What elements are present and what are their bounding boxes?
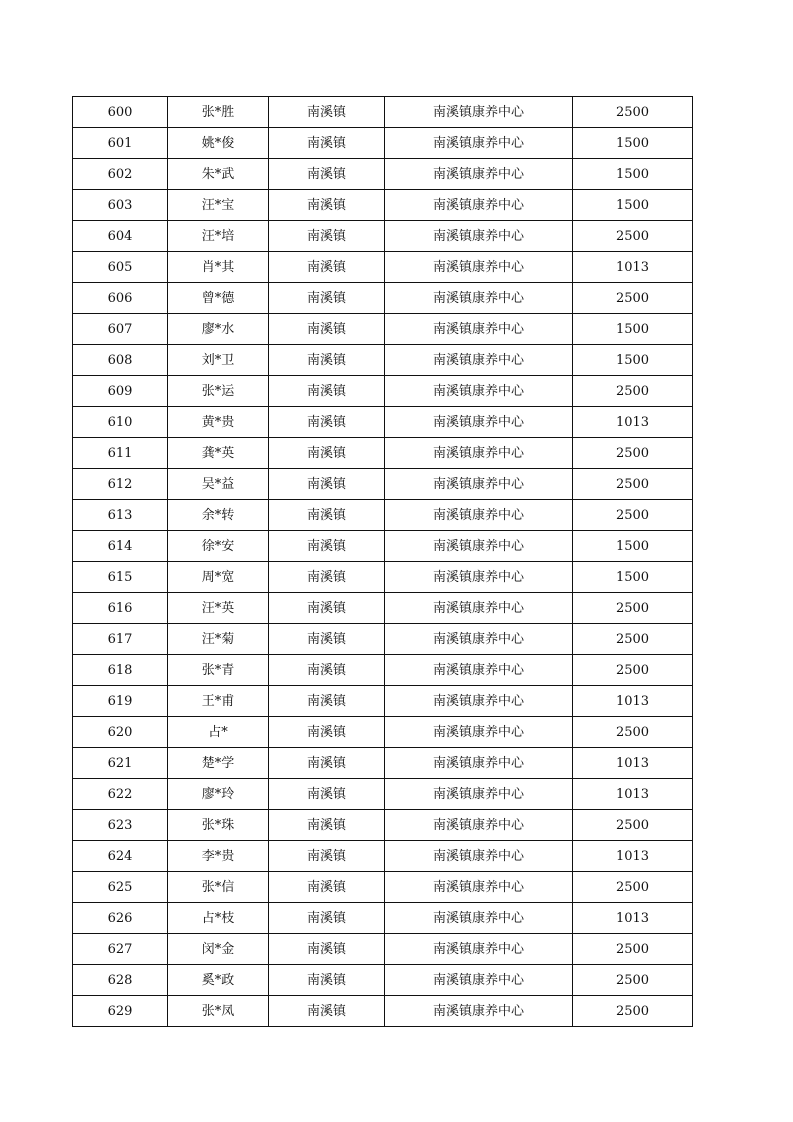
town-cell: 南溪镇 — [269, 748, 385, 779]
table-row — [73, 469, 693, 500]
name-cell: 廖*水 — [168, 314, 269, 345]
town-cell: 南溪镇 — [269, 500, 385, 531]
amount-cell: 1500 — [573, 128, 693, 159]
institution-cell: 南溪镇康养中心 — [385, 190, 573, 221]
town-cell: 南溪镇 — [269, 407, 385, 438]
institution-cell: 南溪镇康养中心 — [385, 345, 573, 376]
amount-cell: 2500 — [573, 624, 693, 655]
town-cell: 南溪镇 — [269, 655, 385, 686]
table-row — [73, 97, 693, 128]
amount-cell: 2500 — [573, 283, 693, 314]
row-number-cell: 608 — [73, 345, 168, 376]
recipient-table — [72, 96, 693, 1027]
name-cell: 张*凤 — [168, 996, 269, 1027]
table-row — [73, 934, 693, 965]
name-cell: 黄*贵 — [168, 407, 269, 438]
table-row — [73, 159, 693, 190]
town-cell: 南溪镇 — [269, 562, 385, 593]
name-cell: 占* — [168, 717, 269, 748]
amount-cell: 2500 — [573, 655, 693, 686]
institution-cell: 南溪镇康养中心 — [385, 810, 573, 841]
row-number-cell: 605 — [73, 252, 168, 283]
row-number-cell: 619 — [73, 686, 168, 717]
row-number-cell: 611 — [73, 438, 168, 469]
name-cell: 奚*政 — [168, 965, 269, 996]
amount-cell: 2500 — [573, 965, 693, 996]
name-cell: 汪*宝 — [168, 190, 269, 221]
row-number-cell: 627 — [73, 934, 168, 965]
name-cell: 刘*卫 — [168, 345, 269, 376]
town-cell: 南溪镇 — [269, 531, 385, 562]
name-cell: 姚*俊 — [168, 128, 269, 159]
institution-cell: 南溪镇康养中心 — [385, 965, 573, 996]
row-number-cell: 604 — [73, 221, 168, 252]
amount-cell: 1013 — [573, 252, 693, 283]
institution-cell: 南溪镇康养中心 — [385, 314, 573, 345]
row-number-cell: 624 — [73, 841, 168, 872]
row-number-cell: 625 — [73, 872, 168, 903]
amount-cell: 2500 — [573, 593, 693, 624]
institution-cell: 南溪镇康养中心 — [385, 97, 573, 128]
table-row — [73, 376, 693, 407]
institution-cell: 南溪镇康养中心 — [385, 872, 573, 903]
name-cell: 闵*金 — [168, 934, 269, 965]
table-row — [73, 345, 693, 376]
name-cell: 廖*玲 — [168, 779, 269, 810]
amount-cell: 2500 — [573, 376, 693, 407]
table-row — [73, 407, 693, 438]
institution-cell: 南溪镇康养中心 — [385, 655, 573, 686]
amount-cell: 1500 — [573, 345, 693, 376]
amount-cell: 2500 — [573, 717, 693, 748]
table-row — [73, 221, 693, 252]
institution-cell: 南溪镇康养中心 — [385, 531, 573, 562]
amount-cell: 1013 — [573, 779, 693, 810]
table-row — [73, 779, 693, 810]
institution-cell: 南溪镇康养中心 — [385, 717, 573, 748]
table-body — [73, 97, 693, 1027]
document-table-container — [72, 96, 693, 1027]
town-cell: 南溪镇 — [269, 221, 385, 252]
table-row — [73, 531, 693, 562]
row-number-cell: 614 — [73, 531, 168, 562]
town-cell: 南溪镇 — [269, 624, 385, 655]
institution-cell: 南溪镇康养中心 — [385, 562, 573, 593]
town-cell: 南溪镇 — [269, 810, 385, 841]
row-number-cell: 621 — [73, 748, 168, 779]
table-row — [73, 190, 693, 221]
town-cell: 南溪镇 — [269, 934, 385, 965]
table-row — [73, 283, 693, 314]
name-cell: 汪*培 — [168, 221, 269, 252]
row-number-cell: 601 — [73, 128, 168, 159]
town-cell: 南溪镇 — [269, 438, 385, 469]
town-cell: 南溪镇 — [269, 159, 385, 190]
institution-cell: 南溪镇康养中心 — [385, 841, 573, 872]
table-row — [73, 810, 693, 841]
table-row — [73, 624, 693, 655]
town-cell: 南溪镇 — [269, 717, 385, 748]
table-row — [73, 903, 693, 934]
town-cell: 南溪镇 — [269, 593, 385, 624]
table-row — [73, 717, 693, 748]
name-cell: 王*甫 — [168, 686, 269, 717]
row-number-cell: 602 — [73, 159, 168, 190]
row-number-cell: 610 — [73, 407, 168, 438]
town-cell: 南溪镇 — [269, 283, 385, 314]
name-cell: 龚*英 — [168, 438, 269, 469]
row-number-cell: 609 — [73, 376, 168, 407]
amount-cell: 1013 — [573, 686, 693, 717]
table-row — [73, 438, 693, 469]
amount-cell: 1013 — [573, 841, 693, 872]
name-cell: 徐*安 — [168, 531, 269, 562]
table-row — [73, 965, 693, 996]
institution-cell: 南溪镇康养中心 — [385, 221, 573, 252]
amount-cell: 1500 — [573, 531, 693, 562]
row-number-cell: 620 — [73, 717, 168, 748]
row-number-cell: 613 — [73, 500, 168, 531]
name-cell: 周*宽 — [168, 562, 269, 593]
amount-cell: 1500 — [573, 159, 693, 190]
row-number-cell: 628 — [73, 965, 168, 996]
row-number-cell: 616 — [73, 593, 168, 624]
institution-cell: 南溪镇康养中心 — [385, 376, 573, 407]
institution-cell: 南溪镇康养中心 — [385, 283, 573, 314]
table-row — [73, 841, 693, 872]
name-cell: 曾*德 — [168, 283, 269, 314]
name-cell: 张*珠 — [168, 810, 269, 841]
town-cell: 南溪镇 — [269, 376, 385, 407]
institution-cell: 南溪镇康养中心 — [385, 779, 573, 810]
amount-cell: 2500 — [573, 996, 693, 1027]
institution-cell: 南溪镇康养中心 — [385, 407, 573, 438]
name-cell: 肖*其 — [168, 252, 269, 283]
table-row — [73, 562, 693, 593]
institution-cell: 南溪镇康养中心 — [385, 624, 573, 655]
name-cell: 朱*武 — [168, 159, 269, 190]
name-cell: 张*信 — [168, 872, 269, 903]
institution-cell: 南溪镇康养中心 — [385, 159, 573, 190]
amount-cell: 1500 — [573, 190, 693, 221]
amount-cell: 1013 — [573, 407, 693, 438]
table-row — [73, 655, 693, 686]
name-cell: 占*枝 — [168, 903, 269, 934]
amount-cell: 2500 — [573, 810, 693, 841]
name-cell: 余*转 — [168, 500, 269, 531]
town-cell: 南溪镇 — [269, 903, 385, 934]
row-number-cell: 606 — [73, 283, 168, 314]
table-row — [73, 872, 693, 903]
amount-cell: 2500 — [573, 500, 693, 531]
town-cell: 南溪镇 — [269, 841, 385, 872]
row-number-cell: 626 — [73, 903, 168, 934]
institution-cell: 南溪镇康养中心 — [385, 686, 573, 717]
name-cell: 张*胜 — [168, 97, 269, 128]
name-cell: 张*运 — [168, 376, 269, 407]
institution-cell: 南溪镇康养中心 — [385, 934, 573, 965]
row-number-cell: 623 — [73, 810, 168, 841]
town-cell: 南溪镇 — [269, 686, 385, 717]
town-cell: 南溪镇 — [269, 779, 385, 810]
row-number-cell: 607 — [73, 314, 168, 345]
town-cell: 南溪镇 — [269, 190, 385, 221]
town-cell: 南溪镇 — [269, 97, 385, 128]
row-number-cell: 600 — [73, 97, 168, 128]
institution-cell: 南溪镇康养中心 — [385, 996, 573, 1027]
name-cell: 汪*英 — [168, 593, 269, 624]
name-cell: 汪*菊 — [168, 624, 269, 655]
institution-cell: 南溪镇康养中心 — [385, 252, 573, 283]
row-number-cell: 612 — [73, 469, 168, 500]
amount-cell: 2500 — [573, 469, 693, 500]
amount-cell: 2500 — [573, 438, 693, 469]
table-row — [73, 314, 693, 345]
amount-cell: 1500 — [573, 314, 693, 345]
institution-cell: 南溪镇康养中心 — [385, 500, 573, 531]
table-row — [73, 748, 693, 779]
table-row — [73, 252, 693, 283]
amount-cell: 2500 — [573, 872, 693, 903]
row-number-cell: 603 — [73, 190, 168, 221]
amount-cell: 1500 — [573, 562, 693, 593]
table-row — [73, 593, 693, 624]
table-row — [73, 686, 693, 717]
row-number-cell: 617 — [73, 624, 168, 655]
table-row — [73, 128, 693, 159]
name-cell: 吴*益 — [168, 469, 269, 500]
name-cell: 李*贵 — [168, 841, 269, 872]
town-cell: 南溪镇 — [269, 314, 385, 345]
institution-cell: 南溪镇康养中心 — [385, 469, 573, 500]
row-number-cell: 615 — [73, 562, 168, 593]
town-cell: 南溪镇 — [269, 252, 385, 283]
town-cell: 南溪镇 — [269, 469, 385, 500]
institution-cell: 南溪镇康养中心 — [385, 438, 573, 469]
amount-cell: 1013 — [573, 903, 693, 934]
institution-cell: 南溪镇康养中心 — [385, 748, 573, 779]
town-cell: 南溪镇 — [269, 872, 385, 903]
name-cell: 楚*学 — [168, 748, 269, 779]
town-cell: 南溪镇 — [269, 128, 385, 159]
amount-cell: 2500 — [573, 221, 693, 252]
institution-cell: 南溪镇康养中心 — [385, 903, 573, 934]
amount-cell: 2500 — [573, 934, 693, 965]
row-number-cell: 629 — [73, 996, 168, 1027]
town-cell: 南溪镇 — [269, 345, 385, 376]
table-row — [73, 996, 693, 1027]
institution-cell: 南溪镇康养中心 — [385, 593, 573, 624]
amount-cell: 2500 — [573, 97, 693, 128]
table-row — [73, 500, 693, 531]
row-number-cell: 618 — [73, 655, 168, 686]
name-cell: 张*青 — [168, 655, 269, 686]
amount-cell: 1013 — [573, 748, 693, 779]
town-cell: 南溪镇 — [269, 996, 385, 1027]
institution-cell: 南溪镇康养中心 — [385, 128, 573, 159]
town-cell: 南溪镇 — [269, 965, 385, 996]
row-number-cell: 622 — [73, 779, 168, 810]
